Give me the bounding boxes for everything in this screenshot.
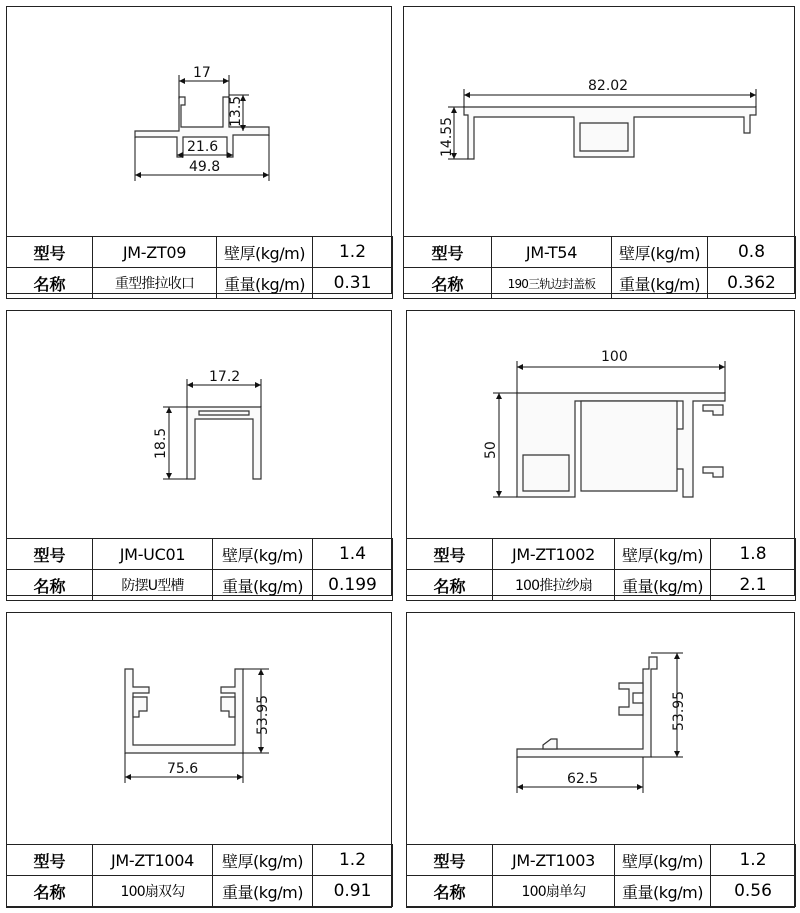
wall-value: 0.8 <box>708 237 796 268</box>
model-label: 型号 <box>7 845 93 876</box>
name-value: 100扇单勾 <box>493 876 615 907</box>
wall-label: 壁厚(kg/m) <box>612 237 708 268</box>
profile-card-zt1003 <box>406 612 795 908</box>
dim-label: 21.6 <box>187 139 219 155</box>
model-label: 型号 <box>7 539 93 570</box>
weight-label: 重量(kg/m) <box>213 570 313 601</box>
name-value: 100扇双勾 <box>93 876 213 907</box>
name-value: 防摆U型槽 <box>93 570 213 601</box>
model-value: JM-ZT09 <box>93 237 217 268</box>
profile-shape <box>187 407 261 479</box>
table-row <box>7 845 393 876</box>
profile-drawing-zt1002 <box>407 311 794 539</box>
weight-value: 2.1 <box>711 570 796 601</box>
name-value: 190三轨边封盖板 <box>492 268 612 299</box>
dim-label: 62.5 <box>567 771 599 787</box>
name-label: 名称 <box>7 268 93 299</box>
table-row <box>407 876 796 907</box>
table-row <box>7 570 393 601</box>
weight-value: 0.362 <box>708 268 796 299</box>
dim-label: 49.8 <box>189 159 221 175</box>
model-label: 型号 <box>404 237 492 268</box>
model-label: 型号 <box>407 845 493 876</box>
model-value: JM-ZT1002 <box>493 539 615 570</box>
dim-label: 53.95 <box>255 694 271 735</box>
name-value: 100推拉纱扇 <box>493 570 615 601</box>
wall-label: 壁厚(kg/m) <box>615 845 711 876</box>
table-row <box>407 570 796 601</box>
weight-label: 重量(kg/m) <box>615 570 711 601</box>
wall-label: 壁厚(kg/m) <box>213 845 313 876</box>
profile-card-t54 <box>403 6 795 294</box>
name-label: 名称 <box>404 268 492 299</box>
table-row <box>7 237 393 268</box>
table-row <box>7 876 393 907</box>
name-label: 名称 <box>407 570 493 601</box>
wall-value: 1.2 <box>711 845 796 876</box>
weight-label: 重量(kg/m) <box>615 876 711 907</box>
model-label: 型号 <box>407 539 493 570</box>
spec-table <box>6 844 393 907</box>
profile-drawing-t54 <box>404 7 794 237</box>
name-label: 名称 <box>407 876 493 907</box>
profile-card-zt1004 <box>6 612 392 908</box>
weight-value: 0.31 <box>313 268 393 299</box>
weight-label: 重量(kg/m) <box>612 268 708 299</box>
dim-label: 82.02 <box>588 78 629 94</box>
wall-value: 1.4 <box>313 539 393 570</box>
table-row <box>7 539 393 570</box>
wall-label: 壁厚(kg/m) <box>213 539 313 570</box>
dim-label: 18.5 <box>153 427 169 459</box>
profile-card-zt1002 <box>406 310 795 596</box>
dim-label: 100 <box>601 349 628 365</box>
profile-drawing-zt09 <box>7 7 391 237</box>
profile-card-zt09 <box>6 6 392 294</box>
wall-label: 壁厚(kg/m) <box>615 539 711 570</box>
model-value: JM-T54 <box>492 237 612 268</box>
weight-label: 重量(kg/m) <box>213 876 313 907</box>
name-label: 名称 <box>7 876 93 907</box>
wall-value: 1.2 <box>313 845 393 876</box>
name-value: 重型推拉收口 <box>93 268 217 299</box>
spec-table <box>406 538 796 601</box>
weight-value: 0.91 <box>313 876 393 907</box>
weight-label: 重量(kg/m) <box>217 268 313 299</box>
table-row <box>407 845 796 876</box>
table-row <box>407 539 796 570</box>
wall-value: 1.2 <box>313 237 393 268</box>
model-value: JM-ZT1004 <box>93 845 213 876</box>
spec-table <box>6 236 393 299</box>
table-row <box>7 268 393 299</box>
dim-label: 17.2 <box>209 369 241 385</box>
weight-value: 0.199 <box>313 570 393 601</box>
name-label: 名称 <box>7 570 93 601</box>
weight-value: 0.56 <box>711 876 796 907</box>
table-row <box>404 268 796 299</box>
wall-value: 1.8 <box>711 539 796 570</box>
spec-table <box>6 538 393 601</box>
model-label: 型号 <box>7 237 93 268</box>
profile-card-uc01 <box>6 310 392 596</box>
wall-label: 壁厚(kg/m) <box>217 237 313 268</box>
dim-label: 17 <box>193 65 211 81</box>
spec-table <box>406 844 796 907</box>
profile-drawing-uc01 <box>7 311 391 539</box>
dim-label: 13.5 <box>228 95 244 127</box>
model-value: JM-ZT1003 <box>493 845 615 876</box>
dim-label: 14.55 <box>439 116 455 157</box>
profile-drawing-zt1004 <box>7 613 391 845</box>
dim-label: 75.6 <box>167 761 199 777</box>
table-row <box>404 237 796 268</box>
profile-drawing-zt1003 <box>407 613 794 845</box>
dim-label: 53.95 <box>671 690 687 731</box>
spec-table <box>403 236 796 299</box>
dim-label: 50 <box>483 441 499 459</box>
model-value: JM-UC01 <box>93 539 213 570</box>
